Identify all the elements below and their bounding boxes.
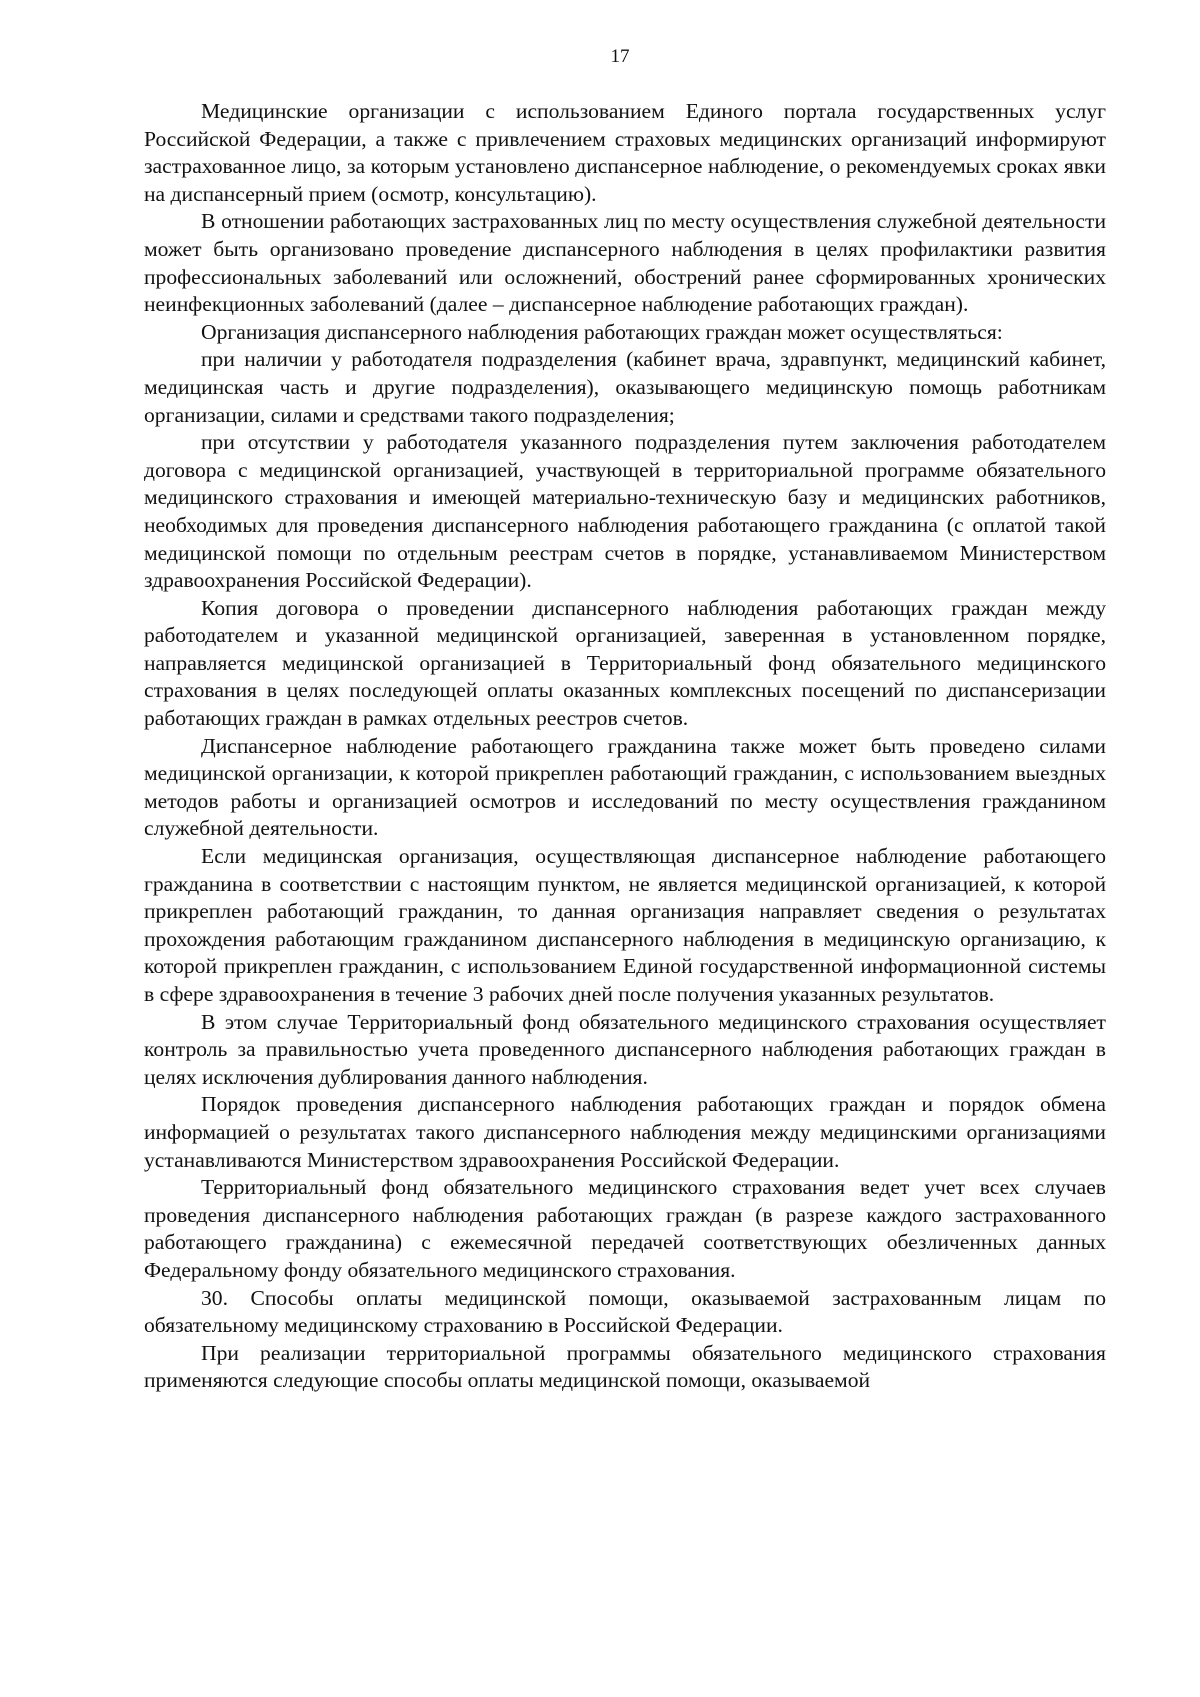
page-number: 17	[610, 46, 630, 67]
paragraph: При реализации территориальной программы обязательного медицинского страхования применяются следующие способы оплаты медицинской помощи, оказываемой	[144, 1340, 1106, 1393]
paragraph: Организация диспансерного наблюдения работающих граждан может осуществляться:	[201, 319, 1003, 344]
section-heading-paragraph: 30. Способы оплаты медицинской помощи, оказываемой застрахованным лицам по обязательному медицинскому страхованию в Российской Федерации.	[144, 1285, 1106, 1338]
paragraph: Если медицинская организация, осуществляющая диспансерное наблюдение работающего гражданина в соответствии с настоящим пунктом, не является медицинской организацией, к которой прикреплен работающий гражданин, то данная организация направляет сведения о результатах прохождения работающим гражданином диспансерного наблюдения в медицинскую организацию, к которой прикреплен гражданин, с использованием Единой государственной информационной системы в сфере здравоохранения в течение 3 рабочих дней после получения указанных результатов.	[144, 844, 1106, 1006]
document-body	[144, 98, 1106, 1395]
paragraph: Порядок проведения диспансерного наблюдения работающих граждан и порядок обмена информацией о результатах такого диспансерного наблюдения между медицинскими организациями устанавливаются Министерством здравоохранения Российской Федерации.	[144, 1092, 1106, 1172]
paragraph: при наличии у работодателя подразделения (кабинет врача, здравпункт, медицинский кабинет, медицинская часть и другие подразделения), оказывающего медицинскую помощь работникам организации, силами и средствами такого подразделения;	[144, 347, 1106, 427]
paragraph: В отношении работающих застрахованных лиц по месту осуществления служебной деятельности может быть организовано проведение диспансерного наблюдения в целях профилактики развития профессиональных заболеваний или осложнений, обострений ранее сформированных хронических неинфекционных заболеваний (далее – диспансерное наблюдение работающих граждан).	[144, 209, 1106, 317]
paragraph: Медицинские организации с использованием Единого портала государственных услуг Российской Федерации, а также с привлечением страховых медицинских организаций информируют застрахованное лицо, за которым установлено диспансерное наблюдение, о рекомендуемых сроках явки на диспансерный прием (осмотр, консультацию).	[144, 99, 1106, 206]
paragraph: Копия договора о проведении диспансерного наблюдения работающих граждан между работодателем и указанной медицинской организацией, заверенная в установленном порядке, направляется медицинской организацией в Территориальный фонд обязательного медицинского страхования в целях последующей оплаты оказанных комплексных посещений по диспансеризации работающих граждан в рамках отдельных реестров счетов.	[144, 595, 1106, 731]
paragraph: Диспансерное наблюдение работающего гражданина также может быть проведено силами медицинской организации, к которой прикреплен работающий гражданин, с использованием выездных методов работы и организацией осмотров и исследований по месту осуществления гражданином служебной деятельности.	[144, 733, 1106, 841]
paragraph: Территориальный фонд обязательного медицинского страхования ведет учет всех случаев проведения диспансерного наблюдения работающих граждан (в разрезе каждого застрахованного работающего гражданина) с ежемесячной передачей соответствующих обезличенных данных Федеральному фонду обязательного медицинского страхования.	[144, 1175, 1106, 1282]
paragraph: при отсутствии у работодателя указанного подразделения путем заключения работодателем договора с медицинской организацией, участвующей в территориальной программе обязательного медицинского страхования и имеющей материально-техническую базу и медицинских работников, необходимых для проведения диспансерного наблюдения работающего гражданина (с оплатой такой медицинской помощи по отдельным реестрам счетов в порядке, устанавливаемом Министерством здравоохранения Российской Федерации).	[144, 430, 1106, 593]
paragraph: В этом случае Территориальный фонд обязательного медицинского страхования осуществляет контроль за правильностью учета проведенного диспансерного наблюдения работающих граждан в целях исключения дублирования данного наблюдения.	[144, 1009, 1106, 1089]
